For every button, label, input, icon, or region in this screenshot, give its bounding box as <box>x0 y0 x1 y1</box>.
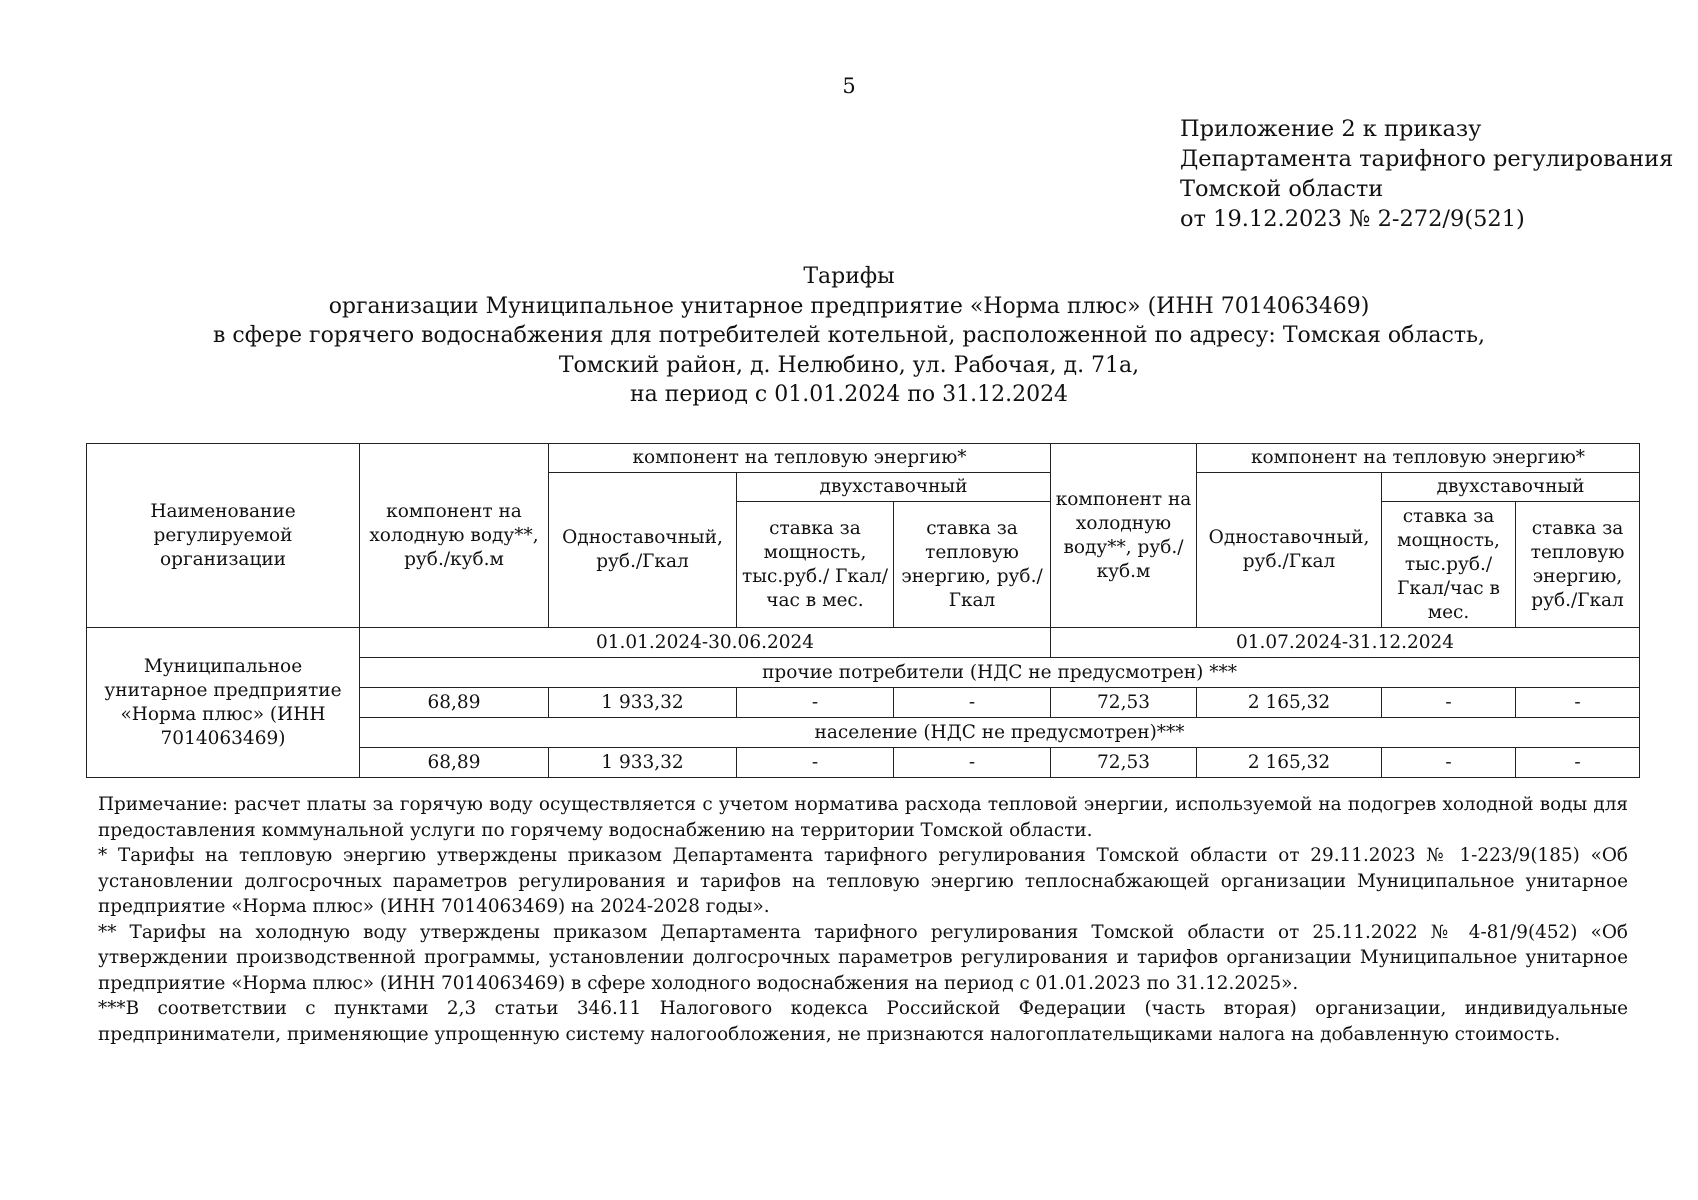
appendix-line: от 19.12.2023 № 2-272/9(521) <box>1180 206 1525 232</box>
appendix-line: Приложение 2 к приказу <box>1180 116 1482 142</box>
value-cell: - <box>1516 748 1640 778</box>
title-line: на период с 01.01.2024 по 31.12.2024 <box>629 382 1069 407</box>
value-cell: 68,89 <box>360 688 549 718</box>
value-cell: - <box>1382 688 1516 718</box>
header-single-rate-h1: Одноставочный, руб./Гкал <box>549 473 737 628</box>
group-label-population: население (НДС не предусмотрен)*** <box>360 718 1640 748</box>
title-line: Тарифы <box>803 264 895 289</box>
notes-section <box>98 792 1628 1047</box>
header-single-rate-h2: Одноставочный, руб./Гкал <box>1197 473 1382 628</box>
value-cell: - <box>737 748 894 778</box>
header-two-rate-h2: двухставочный <box>1382 473 1640 502</box>
value-cell: 2 165,32 <box>1197 688 1382 718</box>
value-cell: - <box>1516 688 1640 718</box>
page-number: 5 <box>842 74 856 98</box>
note-main: Примечание: расчет платы за горячую воду осуществляется с учетом норматива расхода тепловой энергии, используемой на подогрев холодной воды для предоставления коммунальной услуги по горячему водоснабжению на территории Томской области. <box>98 794 1628 841</box>
value-cell: 72,53 <box>1051 748 1197 778</box>
header-capacity-rate-h1: ставка за мощность, тыс.руб./ Гкал/час в мес. <box>737 502 894 628</box>
value-cell: 1 933,32 <box>549 688 737 718</box>
value-cell: - <box>1382 748 1516 778</box>
note-thermal-tariff: * Тарифы на тепловую энергию утверждены приказом Департамента тарифного регулирования Томской области от 29.11.2023 № 1-223/9(185) «Об установлении долгосрочных параметров регулирования и тарифов на тепловую энергию теплоснабжающей организации Муниципальное унитарное предприятие «Норма плюс» (ИНН 7014063469) на 2024-2028 годы». <box>98 845 1628 917</box>
appendix-header <box>1180 114 1680 234</box>
value-cell: 68,89 <box>360 748 549 778</box>
value-cell: 72,53 <box>1051 688 1197 718</box>
title-line: Томский район, д. Нелюбино, ул. Рабочая, д. 71а, <box>558 352 1140 378</box>
value-cell: 2 165,32 <box>1197 748 1382 778</box>
header-thermal-group-h1: компонент на тепловую энергию* <box>549 444 1051 473</box>
document-title <box>160 262 1538 410</box>
note-vat: ***В соответствии с пунктами 2,3 статьи 346.11 Налогового кодекса Российской Федерации (часть вторая) организации, индивидуальные предприниматели, применяющие упрощенную систему налогообложения, не признаются налогоплательщиками налога на добавленную стоимость. <box>98 998 1628 1045</box>
appendix-line: Томской области <box>1180 176 1384 202</box>
value-cell: - <box>894 748 1051 778</box>
header-cold-water-h2: компонент на холодную воду**, руб./куб.м <box>1051 444 1197 628</box>
value-cell: 1 933,32 <box>549 748 737 778</box>
header-org-name: Наименование регулируемой организации <box>87 444 360 628</box>
header-energy-rate-h1: ставка за тепловую энергию, руб./Гкал <box>894 502 1051 628</box>
header-cold-water-h1: компонент на холодную воду**, руб./куб.м <box>360 444 549 628</box>
header-energy-rate-h2: ставка за тепловую энергию, руб./Гкал <box>1516 502 1640 628</box>
value-cell: - <box>894 688 1051 718</box>
period-second-half: 01.07.2024-31.12.2024 <box>1051 628 1640 658</box>
tariffs-table <box>86 443 1640 778</box>
period-first-half: 01.01.2024-30.06.2024 <box>360 628 1051 658</box>
appendix-line: Департамента тарифного регулирования <box>1180 146 1674 172</box>
value-cell: - <box>737 688 894 718</box>
note-cold-water-tariff: ** Тарифы на холодную воду утверждены приказом Департамента тарифного регулирования Томской области от 25.11.2022 № 4-81/9(452) «Об утверждении производственной программы, установлении долгосрочных параметров регулирования и тарифов организации Муниципальное унитарное предприятие «Норма плюс» (ИНН 7014063469) в сфере холодного водоснабжения на период с 01.01.2023 по 31.12.2025». <box>98 921 1628 994</box>
group-label-other-consumers: прочие потребители (НДС не предусмотрен) *** <box>360 658 1640 688</box>
header-two-rate-h1: двухставочный <box>737 473 1051 502</box>
organization-cell: Муниципальное унитарное предприятие «Норма плюс» (ИНН 7014063469) <box>87 628 360 778</box>
title-line: в сфере горячего водоснабжения для потребителей котельной, расположенной по адресу: Томская область, <box>213 323 1485 348</box>
header-thermal-group-h2: компонент на тепловую энергию* <box>1197 444 1640 473</box>
title-line: организации Муниципальное унитарное предприятие «Норма плюс» (ИНН 7014063469) <box>328 293 1370 319</box>
header-capacity-rate-h2: ставка за мощность, тыс.руб./ Гкал/час в мес. <box>1382 502 1516 628</box>
